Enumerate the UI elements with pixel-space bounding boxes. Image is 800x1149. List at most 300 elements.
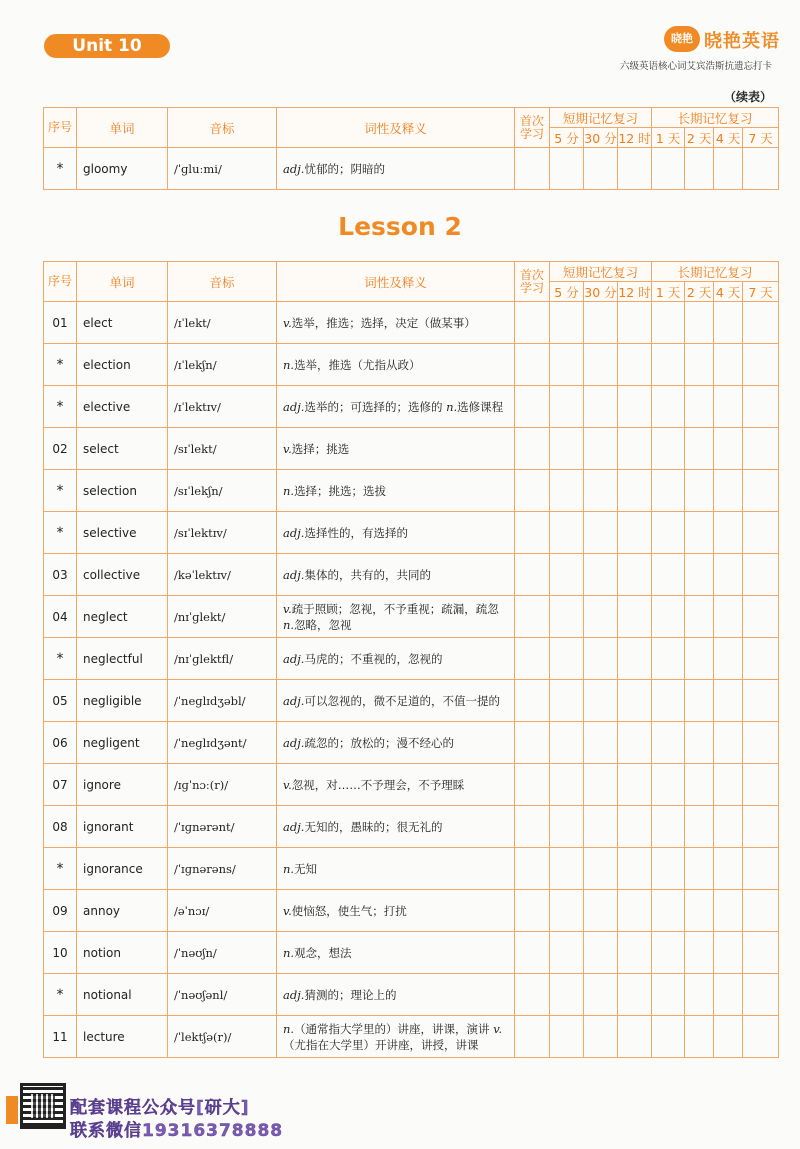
- review-checkbox[interactable]: [652, 764, 685, 806]
- review-checkbox[interactable]: [618, 554, 652, 596]
- review-checkbox[interactable]: [685, 302, 714, 344]
- review-checkbox[interactable]: [584, 554, 618, 596]
- review-checkbox[interactable]: [714, 302, 743, 344]
- row-phonetic: /ˈneɡlɪdʒənt/: [168, 722, 277, 764]
- definition-text-2: 忽略，忽视: [294, 617, 352, 632]
- row-seq: 02: [44, 428, 77, 470]
- definition-text: 疏于照顾；忽视，不予重视；疏漏，疏忽: [291, 601, 499, 616]
- row-definition: [277, 764, 515, 806]
- header-short-1: 30 分: [584, 282, 618, 302]
- review-checkbox[interactable]: [685, 386, 714, 428]
- review-checkbox[interactable]: [515, 470, 550, 512]
- review-checkbox[interactable]: [550, 974, 584, 1016]
- row-seq: *: [44, 512, 77, 554]
- review-checkbox[interactable]: [584, 806, 618, 848]
- review-checkbox[interactable]: [652, 554, 685, 596]
- review-checkbox[interactable]: [714, 638, 743, 680]
- review-checkbox[interactable]: [550, 764, 584, 806]
- lesson-title: Lesson 2: [338, 212, 462, 241]
- review-checkbox[interactable]: [550, 680, 584, 722]
- pos-label: v.: [283, 777, 292, 792]
- review-checkbox[interactable]: [550, 1016, 584, 1058]
- brand-logo: 晓艳: [664, 26, 700, 52]
- brand-name: 晓艳英语: [704, 31, 780, 52]
- row-phonetic: /ˈɪɡnərənt/: [168, 806, 277, 848]
- review-checkbox[interactable]: [714, 890, 743, 932]
- row-definition: [277, 890, 515, 932]
- review-checkbox[interactable]: [515, 386, 550, 428]
- review-checkbox[interactable]: [685, 512, 714, 554]
- table-row: [44, 806, 779, 848]
- promo-line-2: 联系微信19316378888: [70, 1121, 284, 1141]
- table-row: [44, 470, 779, 512]
- review-checkbox[interactable]: [714, 596, 743, 638]
- row-word: notional: [77, 974, 168, 1016]
- row-seq: *: [44, 638, 77, 680]
- review-checkbox[interactable]: [550, 148, 584, 190]
- review-checkbox[interactable]: [618, 974, 652, 1016]
- review-checkbox[interactable]: [515, 596, 550, 638]
- row-definition: [277, 302, 515, 344]
- row-phonetic: /ˈlektʃə(r)/: [168, 1016, 277, 1058]
- definition-text-2: （尤指在大学里）开讲座，讲授，讲课: [283, 1037, 479, 1052]
- review-checkbox[interactable]: [618, 722, 652, 764]
- review-checkbox[interactable]: [714, 554, 743, 596]
- review-checkbox[interactable]: [550, 554, 584, 596]
- header-long-3: 7 天: [743, 282, 779, 302]
- pos-label: adj.: [283, 693, 305, 708]
- row-word: annoy: [77, 890, 168, 932]
- review-checkbox[interactable]: [685, 848, 714, 890]
- review-checkbox[interactable]: [584, 344, 618, 386]
- review-checkbox[interactable]: [743, 806, 779, 848]
- review-checkbox[interactable]: [685, 148, 714, 190]
- review-checkbox[interactable]: [550, 302, 584, 344]
- definition-text: 忧郁的；阴暗的: [304, 161, 385, 176]
- pos-label: v.: [283, 903, 292, 918]
- pos-label: v.: [283, 601, 292, 616]
- table-row: [44, 428, 779, 470]
- continued-note: （续表）: [723, 90, 772, 104]
- table-row: [44, 638, 779, 680]
- row-phonetic: /ɪˈlektɪv/: [168, 386, 277, 428]
- table-row: [44, 680, 779, 722]
- row-seq: *: [44, 470, 77, 512]
- review-checkbox[interactable]: [652, 148, 685, 190]
- pos-label: n.: [283, 861, 295, 876]
- review-checkbox[interactable]: [618, 890, 652, 932]
- header-long-0: 1 天: [652, 128, 685, 148]
- review-checkbox[interactable]: [743, 512, 779, 554]
- row-phonetic: /nɪˈɡlektfl/: [168, 638, 277, 680]
- row-phonetic: /nɪˈɡlekt/: [168, 596, 277, 638]
- unit-badge: Unit 10: [44, 34, 170, 58]
- row-word: selection: [77, 470, 168, 512]
- definition-text: 可以忽视的，微不足道的，不值一提的: [304, 693, 500, 708]
- review-checkbox[interactable]: [584, 848, 618, 890]
- definition-text: 选择性的，有选择的: [304, 525, 408, 540]
- row-phonetic: /ˈɪɡnərəns/: [168, 848, 277, 890]
- pos-label: adj.: [283, 567, 305, 582]
- review-checkbox[interactable]: [618, 512, 652, 554]
- pos-label: adj.: [283, 525, 305, 540]
- review-checkbox[interactable]: [515, 722, 550, 764]
- row-definition: [277, 386, 515, 428]
- review-checkbox[interactable]: [685, 470, 714, 512]
- row-phonetic: /ɪˈlekt/: [168, 302, 277, 344]
- review-checkbox[interactable]: [652, 428, 685, 470]
- review-checkbox[interactable]: [618, 848, 652, 890]
- review-checkbox[interactable]: [714, 470, 743, 512]
- row-phonetic: /sɪˈlekʃn/: [168, 470, 277, 512]
- review-checkbox[interactable]: [618, 596, 652, 638]
- header-long-term: 长期记忆复习: [652, 108, 779, 128]
- review-checkbox[interactable]: [618, 1016, 652, 1058]
- review-checkbox[interactable]: [584, 1016, 618, 1058]
- review-checkbox[interactable]: [584, 386, 618, 428]
- review-checkbox[interactable]: [685, 638, 714, 680]
- review-checkbox[interactable]: [743, 554, 779, 596]
- review-checkbox[interactable]: [685, 722, 714, 764]
- review-checkbox[interactable]: [515, 428, 550, 470]
- review-checkbox[interactable]: [743, 680, 779, 722]
- header-word: 单词: [77, 262, 168, 302]
- review-checkbox[interactable]: [685, 428, 714, 470]
- header-phonetic: 音标: [168, 262, 277, 302]
- table-row: [44, 344, 779, 386]
- definition-text: 无知: [294, 861, 318, 876]
- review-checkbox[interactable]: [618, 764, 652, 806]
- review-checkbox[interactable]: [652, 890, 685, 932]
- review-checkbox[interactable]: [652, 932, 685, 974]
- row-phonetic: /sɪˈlekt/: [168, 428, 277, 470]
- review-checkbox[interactable]: [584, 596, 618, 638]
- review-checkbox[interactable]: [743, 638, 779, 680]
- definition-text: 选举，推选（尤指从政）: [294, 357, 421, 372]
- review-checkbox[interactable]: [714, 680, 743, 722]
- review-checkbox[interactable]: [743, 764, 779, 806]
- review-checkbox[interactable]: [515, 890, 550, 932]
- review-checkbox[interactable]: [714, 974, 743, 1016]
- row-word: negligible: [77, 680, 168, 722]
- definition-text: （通常指大学里的）讲座，讲课，演讲: [294, 1021, 490, 1036]
- review-checkbox[interactable]: [550, 848, 584, 890]
- review-checkbox[interactable]: [515, 1016, 550, 1058]
- review-checkbox[interactable]: [652, 302, 685, 344]
- row-definition: [277, 554, 515, 596]
- review-checkbox[interactable]: [584, 932, 618, 974]
- header-first-study: 首次学习: [515, 262, 550, 302]
- row-word: selective: [77, 512, 168, 554]
- review-checkbox[interactable]: [515, 638, 550, 680]
- review-checkbox[interactable]: [550, 890, 584, 932]
- header-short-1: 30 分: [584, 128, 618, 148]
- review-checkbox[interactable]: [550, 512, 584, 554]
- review-checkbox[interactable]: [584, 890, 618, 932]
- definition-text: 疏忽的；放松的；漫不经心的: [304, 735, 454, 750]
- review-checkbox[interactable]: [618, 680, 652, 722]
- row-seq: 09: [44, 890, 77, 932]
- review-checkbox[interactable]: [618, 638, 652, 680]
- row-word: notion: [77, 932, 168, 974]
- header-long-term: 长期记忆复习: [652, 262, 779, 282]
- review-checkbox[interactable]: [652, 974, 685, 1016]
- review-checkbox[interactable]: [584, 974, 618, 1016]
- review-checkbox[interactable]: [652, 470, 685, 512]
- review-checkbox[interactable]: [743, 302, 779, 344]
- row-definition: [277, 638, 515, 680]
- review-checkbox[interactable]: [714, 764, 743, 806]
- definition-text: 选举的；可选择的；选修的: [304, 399, 443, 414]
- review-checkbox[interactable]: [685, 554, 714, 596]
- review-checkbox[interactable]: [743, 428, 779, 470]
- review-checkbox[interactable]: [652, 722, 685, 764]
- review-checkbox[interactable]: [584, 764, 618, 806]
- row-word: ignorant: [77, 806, 168, 848]
- review-checkbox[interactable]: [743, 148, 779, 190]
- review-checkbox[interactable]: [743, 722, 779, 764]
- review-checkbox[interactable]: [515, 344, 550, 386]
- review-checkbox[interactable]: [743, 596, 779, 638]
- row-phonetic: /sɪˈlektɪv/: [168, 512, 277, 554]
- review-checkbox[interactable]: [685, 596, 714, 638]
- review-checkbox[interactable]: [584, 428, 618, 470]
- definition-text: 猜测的；理论上的: [304, 987, 397, 1002]
- review-checkbox[interactable]: [550, 638, 584, 680]
- row-phonetic: /ˈnəʊʃn/: [168, 932, 277, 974]
- review-checkbox[interactable]: [618, 148, 652, 190]
- pos-label: n.: [283, 945, 295, 960]
- table-row: [44, 722, 779, 764]
- review-checkbox[interactable]: [743, 470, 779, 512]
- pos-label: n.: [283, 357, 295, 372]
- review-checkbox[interactable]: [550, 722, 584, 764]
- definition-text: 选择；挑选: [291, 441, 350, 456]
- header-short-term: 短期记忆复习: [550, 262, 652, 282]
- review-checkbox[interactable]: [652, 638, 685, 680]
- pos-label: v.: [283, 441, 292, 456]
- review-checkbox[interactable]: [652, 596, 685, 638]
- pos-label: adj.: [283, 819, 305, 834]
- review-checkbox[interactable]: [714, 932, 743, 974]
- row-seq: 07: [44, 764, 77, 806]
- row-seq: 08: [44, 806, 77, 848]
- row-seq: *: [44, 148, 77, 190]
- row-seq: 01: [44, 302, 77, 344]
- review-checkbox[interactable]: [515, 512, 550, 554]
- table-row: [44, 596, 779, 638]
- header-long-1: 2 天: [685, 282, 714, 302]
- row-word: election: [77, 344, 168, 386]
- header-definition: 词性及释义: [277, 108, 515, 148]
- review-checkbox[interactable]: [584, 722, 618, 764]
- pos-label-2: n.: [446, 399, 458, 414]
- row-seq: 05: [44, 680, 77, 722]
- review-checkbox[interactable]: [714, 806, 743, 848]
- definition-text: 马虎的；不重视的，忽视的: [304, 651, 443, 666]
- pos-label: adj.: [283, 399, 305, 414]
- review-checkbox[interactable]: [515, 932, 550, 974]
- review-checkbox[interactable]: [618, 344, 652, 386]
- review-checkbox[interactable]: [714, 386, 743, 428]
- row-seq: 04: [44, 596, 77, 638]
- review-checkbox[interactable]: [685, 890, 714, 932]
- row-definition: [277, 932, 515, 974]
- header-long-2: 4 天: [714, 282, 743, 302]
- header-row: [44, 108, 779, 128]
- table-row: [44, 1016, 779, 1058]
- pos-label: adj.: [283, 735, 305, 750]
- header-long-1: 2 天: [685, 128, 714, 148]
- review-checkbox[interactable]: [743, 890, 779, 932]
- review-checkbox[interactable]: [743, 974, 779, 1016]
- header-short-0: 5 分: [550, 282, 584, 302]
- review-checkbox[interactable]: [714, 148, 743, 190]
- review-checkbox[interactable]: [550, 596, 584, 638]
- row-word: lecture: [77, 1016, 168, 1058]
- definition-text: 无知的，愚昧的；很无礼的: [304, 819, 443, 834]
- header-long-0: 1 天: [652, 282, 685, 302]
- header-seq: 序号: [44, 108, 77, 148]
- table-row: [44, 302, 779, 344]
- review-checkbox[interactable]: [652, 848, 685, 890]
- review-checkbox[interactable]: [618, 806, 652, 848]
- review-checkbox[interactable]: [714, 344, 743, 386]
- table-row: [44, 848, 779, 890]
- brand-tagline: 六级英语核心词艾宾浩斯抗遗忘打卡: [620, 61, 773, 72]
- review-checkbox[interactable]: [714, 428, 743, 470]
- review-checkbox[interactable]: [515, 764, 550, 806]
- definition-text: 使恼怒，使生气；打扰: [291, 903, 407, 918]
- review-checkbox[interactable]: [584, 680, 618, 722]
- row-definition: [277, 680, 515, 722]
- row-definition: [277, 1016, 515, 1058]
- row-word: neglect: [77, 596, 168, 638]
- review-checkbox[interactable]: [550, 806, 584, 848]
- review-checkbox[interactable]: [685, 932, 714, 974]
- review-checkbox[interactable]: [652, 386, 685, 428]
- header-word: 单词: [77, 108, 168, 148]
- row-seq: 06: [44, 722, 77, 764]
- row-word: gloomy: [77, 148, 168, 190]
- row-phonetic: /ɪɡˈnɔː(r)/: [168, 764, 277, 806]
- review-checkbox[interactable]: [743, 386, 779, 428]
- review-checkbox[interactable]: [685, 764, 714, 806]
- review-checkbox[interactable]: [714, 1016, 743, 1058]
- row-word: elect: [77, 302, 168, 344]
- review-checkbox[interactable]: [685, 1016, 714, 1058]
- review-checkbox[interactable]: [618, 302, 652, 344]
- row-word: elective: [77, 386, 168, 428]
- review-checkbox[interactable]: [618, 386, 652, 428]
- review-checkbox[interactable]: [550, 470, 584, 512]
- review-checkbox[interactable]: [584, 302, 618, 344]
- row-definition: [277, 974, 515, 1016]
- review-checkbox[interactable]: [652, 680, 685, 722]
- review-checkbox[interactable]: [743, 1016, 779, 1058]
- review-checkbox[interactable]: [515, 148, 550, 190]
- row-phonetic: /ˈɡluːmi/: [168, 148, 277, 190]
- review-checkbox[interactable]: [743, 344, 779, 386]
- definition-text: 观念，想法: [294, 945, 352, 960]
- review-checkbox[interactable]: [743, 932, 779, 974]
- pos-label: adj.: [283, 161, 305, 176]
- row-phonetic: /kəˈlektɪv/: [168, 554, 277, 596]
- review-checkbox[interactable]: [714, 848, 743, 890]
- row-seq: 10: [44, 932, 77, 974]
- definition-text: 集体的，共有的，共同的: [304, 567, 431, 582]
- review-checkbox[interactable]: [515, 680, 550, 722]
- row-seq: *: [44, 344, 77, 386]
- review-checkbox[interactable]: [515, 554, 550, 596]
- review-checkbox[interactable]: [652, 1016, 685, 1058]
- review-checkbox[interactable]: [515, 848, 550, 890]
- review-checkbox[interactable]: [584, 148, 618, 190]
- header-seq: 序号: [44, 262, 77, 302]
- review-checkbox[interactable]: [685, 806, 714, 848]
- review-checkbox[interactable]: [685, 344, 714, 386]
- review-checkbox[interactable]: [584, 512, 618, 554]
- header-short-term: 短期记忆复习: [550, 108, 652, 128]
- review-checkbox[interactable]: [685, 680, 714, 722]
- review-checkbox[interactable]: [515, 806, 550, 848]
- row-word: neglectful: [77, 638, 168, 680]
- row-definition: [277, 806, 515, 848]
- review-checkbox[interactable]: [618, 932, 652, 974]
- row-definition: [277, 512, 515, 554]
- pos-label-2: v.: [493, 1021, 503, 1036]
- review-checkbox[interactable]: [515, 974, 550, 1016]
- review-checkbox[interactable]: [685, 974, 714, 1016]
- pos-label: n.: [283, 1021, 295, 1036]
- row-phonetic: /əˈnɔɪ/: [168, 890, 277, 932]
- page-tab: [6, 1096, 18, 1124]
- row-definition: [277, 428, 515, 470]
- review-checkbox[interactable]: [618, 470, 652, 512]
- review-checkbox[interactable]: [743, 848, 779, 890]
- header-first-study: 首次学习: [515, 108, 550, 148]
- carry-over-table: [43, 107, 779, 190]
- row-seq: 11: [44, 1016, 77, 1058]
- review-checkbox[interactable]: [584, 470, 618, 512]
- review-checkbox[interactable]: [618, 428, 652, 470]
- review-checkbox[interactable]: [550, 386, 584, 428]
- row-seq: 03: [44, 554, 77, 596]
- review-checkbox[interactable]: [550, 932, 584, 974]
- pos-label: v.: [283, 315, 292, 330]
- row-definition: [277, 596, 515, 638]
- header-short-2: 12 时: [618, 282, 652, 302]
- row-word: negligent: [77, 722, 168, 764]
- review-checkbox[interactable]: [714, 722, 743, 764]
- review-checkbox[interactable]: [550, 428, 584, 470]
- lesson-table: [43, 261, 779, 1058]
- review-checkbox[interactable]: [652, 806, 685, 848]
- review-checkbox[interactable]: [515, 302, 550, 344]
- review-checkbox[interactable]: [550, 344, 584, 386]
- table-row: [44, 890, 779, 932]
- header-short-0: 5 分: [550, 128, 584, 148]
- header-definition: 词性及释义: [277, 262, 515, 302]
- qr-code-icon: [20, 1083, 66, 1129]
- review-checkbox[interactable]: [652, 512, 685, 554]
- row-word: ignore: [77, 764, 168, 806]
- review-checkbox[interactable]: [714, 512, 743, 554]
- row-word: collective: [77, 554, 168, 596]
- table-row: [44, 974, 779, 1016]
- review-checkbox[interactable]: [652, 344, 685, 386]
- review-checkbox[interactable]: [584, 638, 618, 680]
